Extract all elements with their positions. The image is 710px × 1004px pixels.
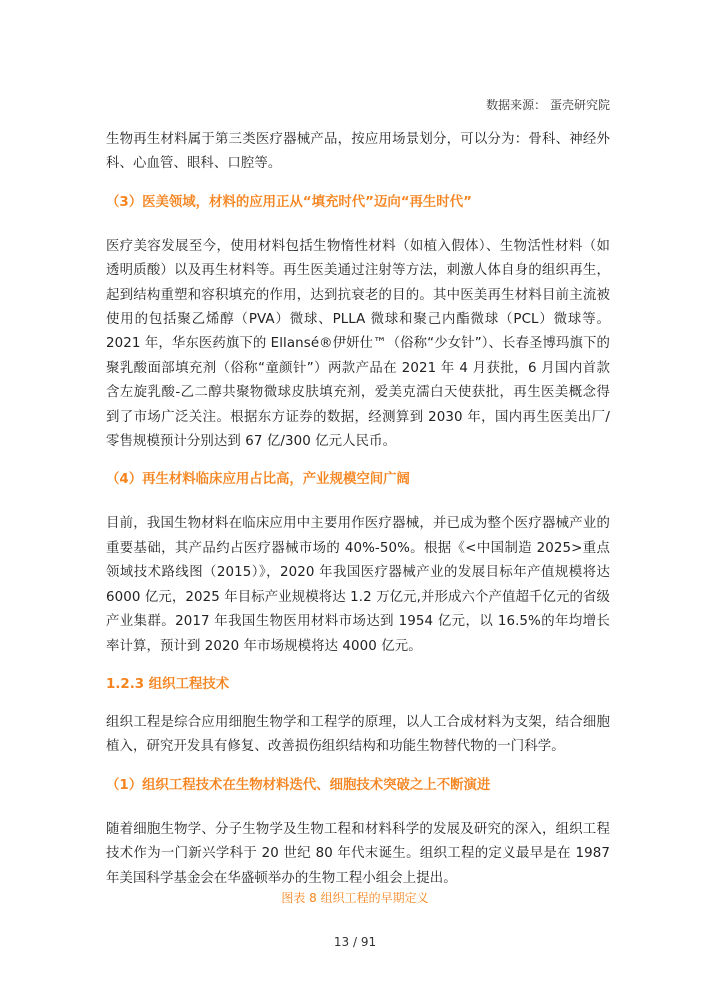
subheading-clinical-application: （4）再生材料临床应用占比高，产业规模空间广阔 xyxy=(106,472,410,488)
figure-caption: 图表 8 组织工程的早期定义 xyxy=(281,891,429,905)
paragraph-tissue-engineering-history: 随着细胞生物学、分子生物学及生物工程和材料科学的发展及研究的深入，组织工程技术作为一门新兴学科于 20 世纪 80 年代末诞生。组织工程的定义最早是在 1987 年美国科学基金会在华盛顿举办的生物工程小组会上提出。 xyxy=(106,821,610,886)
page-content xyxy=(106,128,610,891)
paragraph-clinical-application: 目前，我国生物材料在临床应用中主要用作医疗器械，并已成为整个医疗器械产业的重要基础，其产品约占医疗器械市场的 40%-50%。根据《<中国制造 2025>重点领域技术路线图（2015）》，2020 年我国医疗器械产业的发展目标年产值规模将达 6000 亿元，2025 年目标产业规模将达 1.2 万亿元,并形成六个产值超千亿元的省级产业集群。2017 年我国生物医用材料市场达到 1954 亿元，以 16.5%的年均增长率计算，预计到 2020 年市场规模将达 4000 亿元。 xyxy=(106,516,610,654)
section-heading-tissue-engineering: 1.2.3 组织工程技术 xyxy=(106,676,230,692)
subheading-medical-aesthetics: （3）医美领域，材料的应用正从“填充时代”迈向“再生时代” xyxy=(106,194,472,210)
paragraph-biomaterial-category: 生物再生材料属于第三类医疗器械产品，按应用场景划分，可以分为：骨科、神经外科、心血管、眼科、口腔等。 xyxy=(106,132,610,172)
data-source-label: 数据来源： 蛋壳研究院 xyxy=(486,98,610,112)
paragraph-tissue-engineering-definition: 组织工程是综合应用细胞生物学和工程学的原理，以人工合成材料为支架，结合细胞植入，研究开发具有修复、改善损伤组织结构和功能生物替代物的一门科学。 xyxy=(106,714,610,755)
paragraph-medical-aesthetics: 医疗美容发展至今，使用材料包括生物惰性材料（如植入假体）、生物活性材料（如透明质酸）以及再生材料等。再生医美通过注射等方法，刺激人体自身的组织再生，起到结构重塑和容积填充的作用，达到抗衰老的目的。其中医美再生材料目前主流被使用的包括聚乙烯醇（PVA）微球、PLLA 微球和聚己内酯微球（PCL）微球等。2021 年，华东医药旗下的 Ellansé®伊妍仕™（俗称“少女针”）、长春圣博玛旗下的聚乳酸面部填充剂（俗称“童颜针”）两款产品在 2021 年 4 月获批，6 月国内首款含左旋乳酸-乙二醇共聚物微球皮肤填充剂，爱美克濡白天使获批，再生医美概念得到了市场广泛关注。根据东方证券的数据，经测算到 2030 年，国内再生医美出厂/零售规模预计分别达到 67 亿/300 亿元人民币。 xyxy=(106,238,610,450)
page-number: 13 / 91 xyxy=(333,935,377,949)
subheading-tissue-engineering-evolution: （1）组织工程技术在生物材料迭代、细胞技术突破之上不断演进 xyxy=(106,777,491,793)
